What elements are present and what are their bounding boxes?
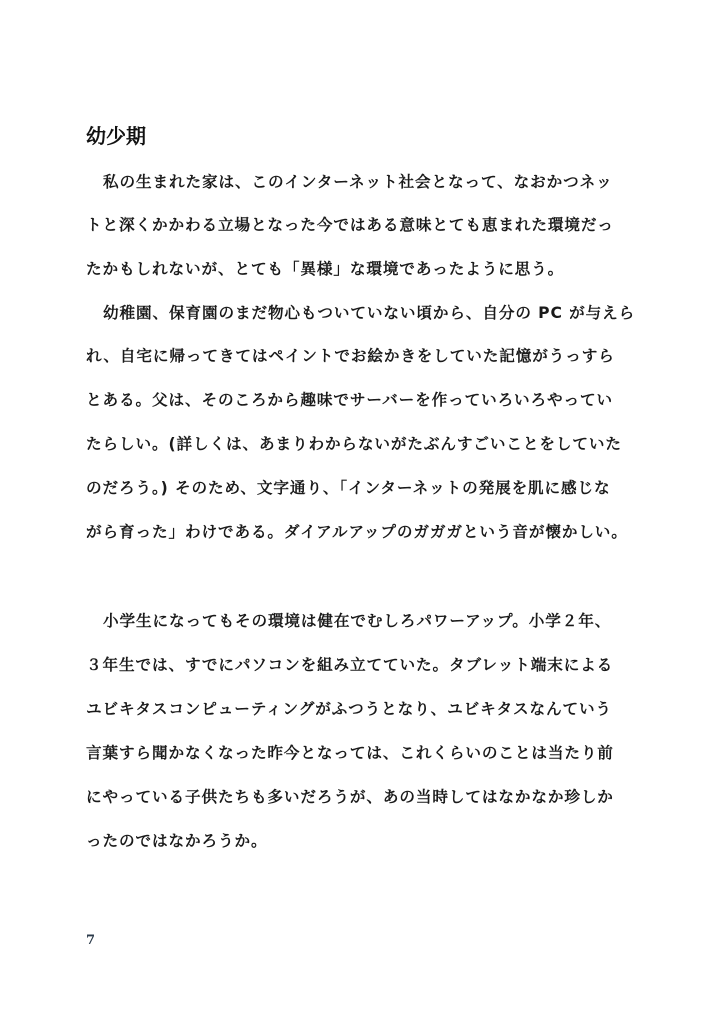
paragraph-2-line-3: とある。父は、そのころから趣味でサーバーを作っていろいろやってい: [86, 391, 614, 409]
paragraph-3-line-2: ３年生では、すでにパソコンを組み立てていた。タブレット端末による: [86, 656, 614, 674]
paragraph-1-line-3: たかもしれないが、とても「異様」な環境であったように思う。: [86, 260, 565, 278]
paragraph-3-line-4: 言葉すら聞かなくなった昨今となっては、これくらいのことは当たり前: [86, 744, 614, 762]
paragraph-2-line-4: たらしい。(詳しくは、あまりわからないがたぶんすごいことをしていた: [86, 435, 622, 453]
paragraph-3-line-5: にやっている子供たちも多いだろうが、あの当時してはなかなか珍しか: [86, 788, 614, 806]
page-number: 7: [86, 933, 96, 948]
paragraph-3-line-6: ったのではなかろうか。: [86, 832, 268, 850]
section-title: 幼少期: [86, 124, 146, 148]
paragraph-1-line-2: トと深くかかわる立場となった今ではある意味とても恵まれた環境だっ: [86, 216, 614, 234]
paragraph-2-line-5: のだろう。) そのため、文字通り、「インターネットの発展を肌に感じな: [86, 479, 611, 497]
paragraph-3-line-3: ユビキタスコンピューティングがふつうとなり、ユビキタスなんていう: [86, 700, 612, 718]
paragraph-2-line-1: 幼稚園、保育園のまだ物心もついていない頃から、自分の PC が与えら: [103, 304, 636, 322]
paragraph-1-line-1: 私の生まれた家は、このインターネット社会となって、なおかつネッ: [103, 173, 613, 191]
paragraph-2-line-2: れ、自宅に帰ってきてはペイントでお絵かきをしていた記憶がうっすら: [86, 347, 615, 365]
paragraph-2-line-6: がら育った」わけである。ダイアルアップのガガガという音が懐かしい。: [86, 523, 628, 541]
paragraph-3-line-1: 小学生になってもその環境は健在でむしろパワーアップ。小学２年、: [103, 612, 612, 630]
